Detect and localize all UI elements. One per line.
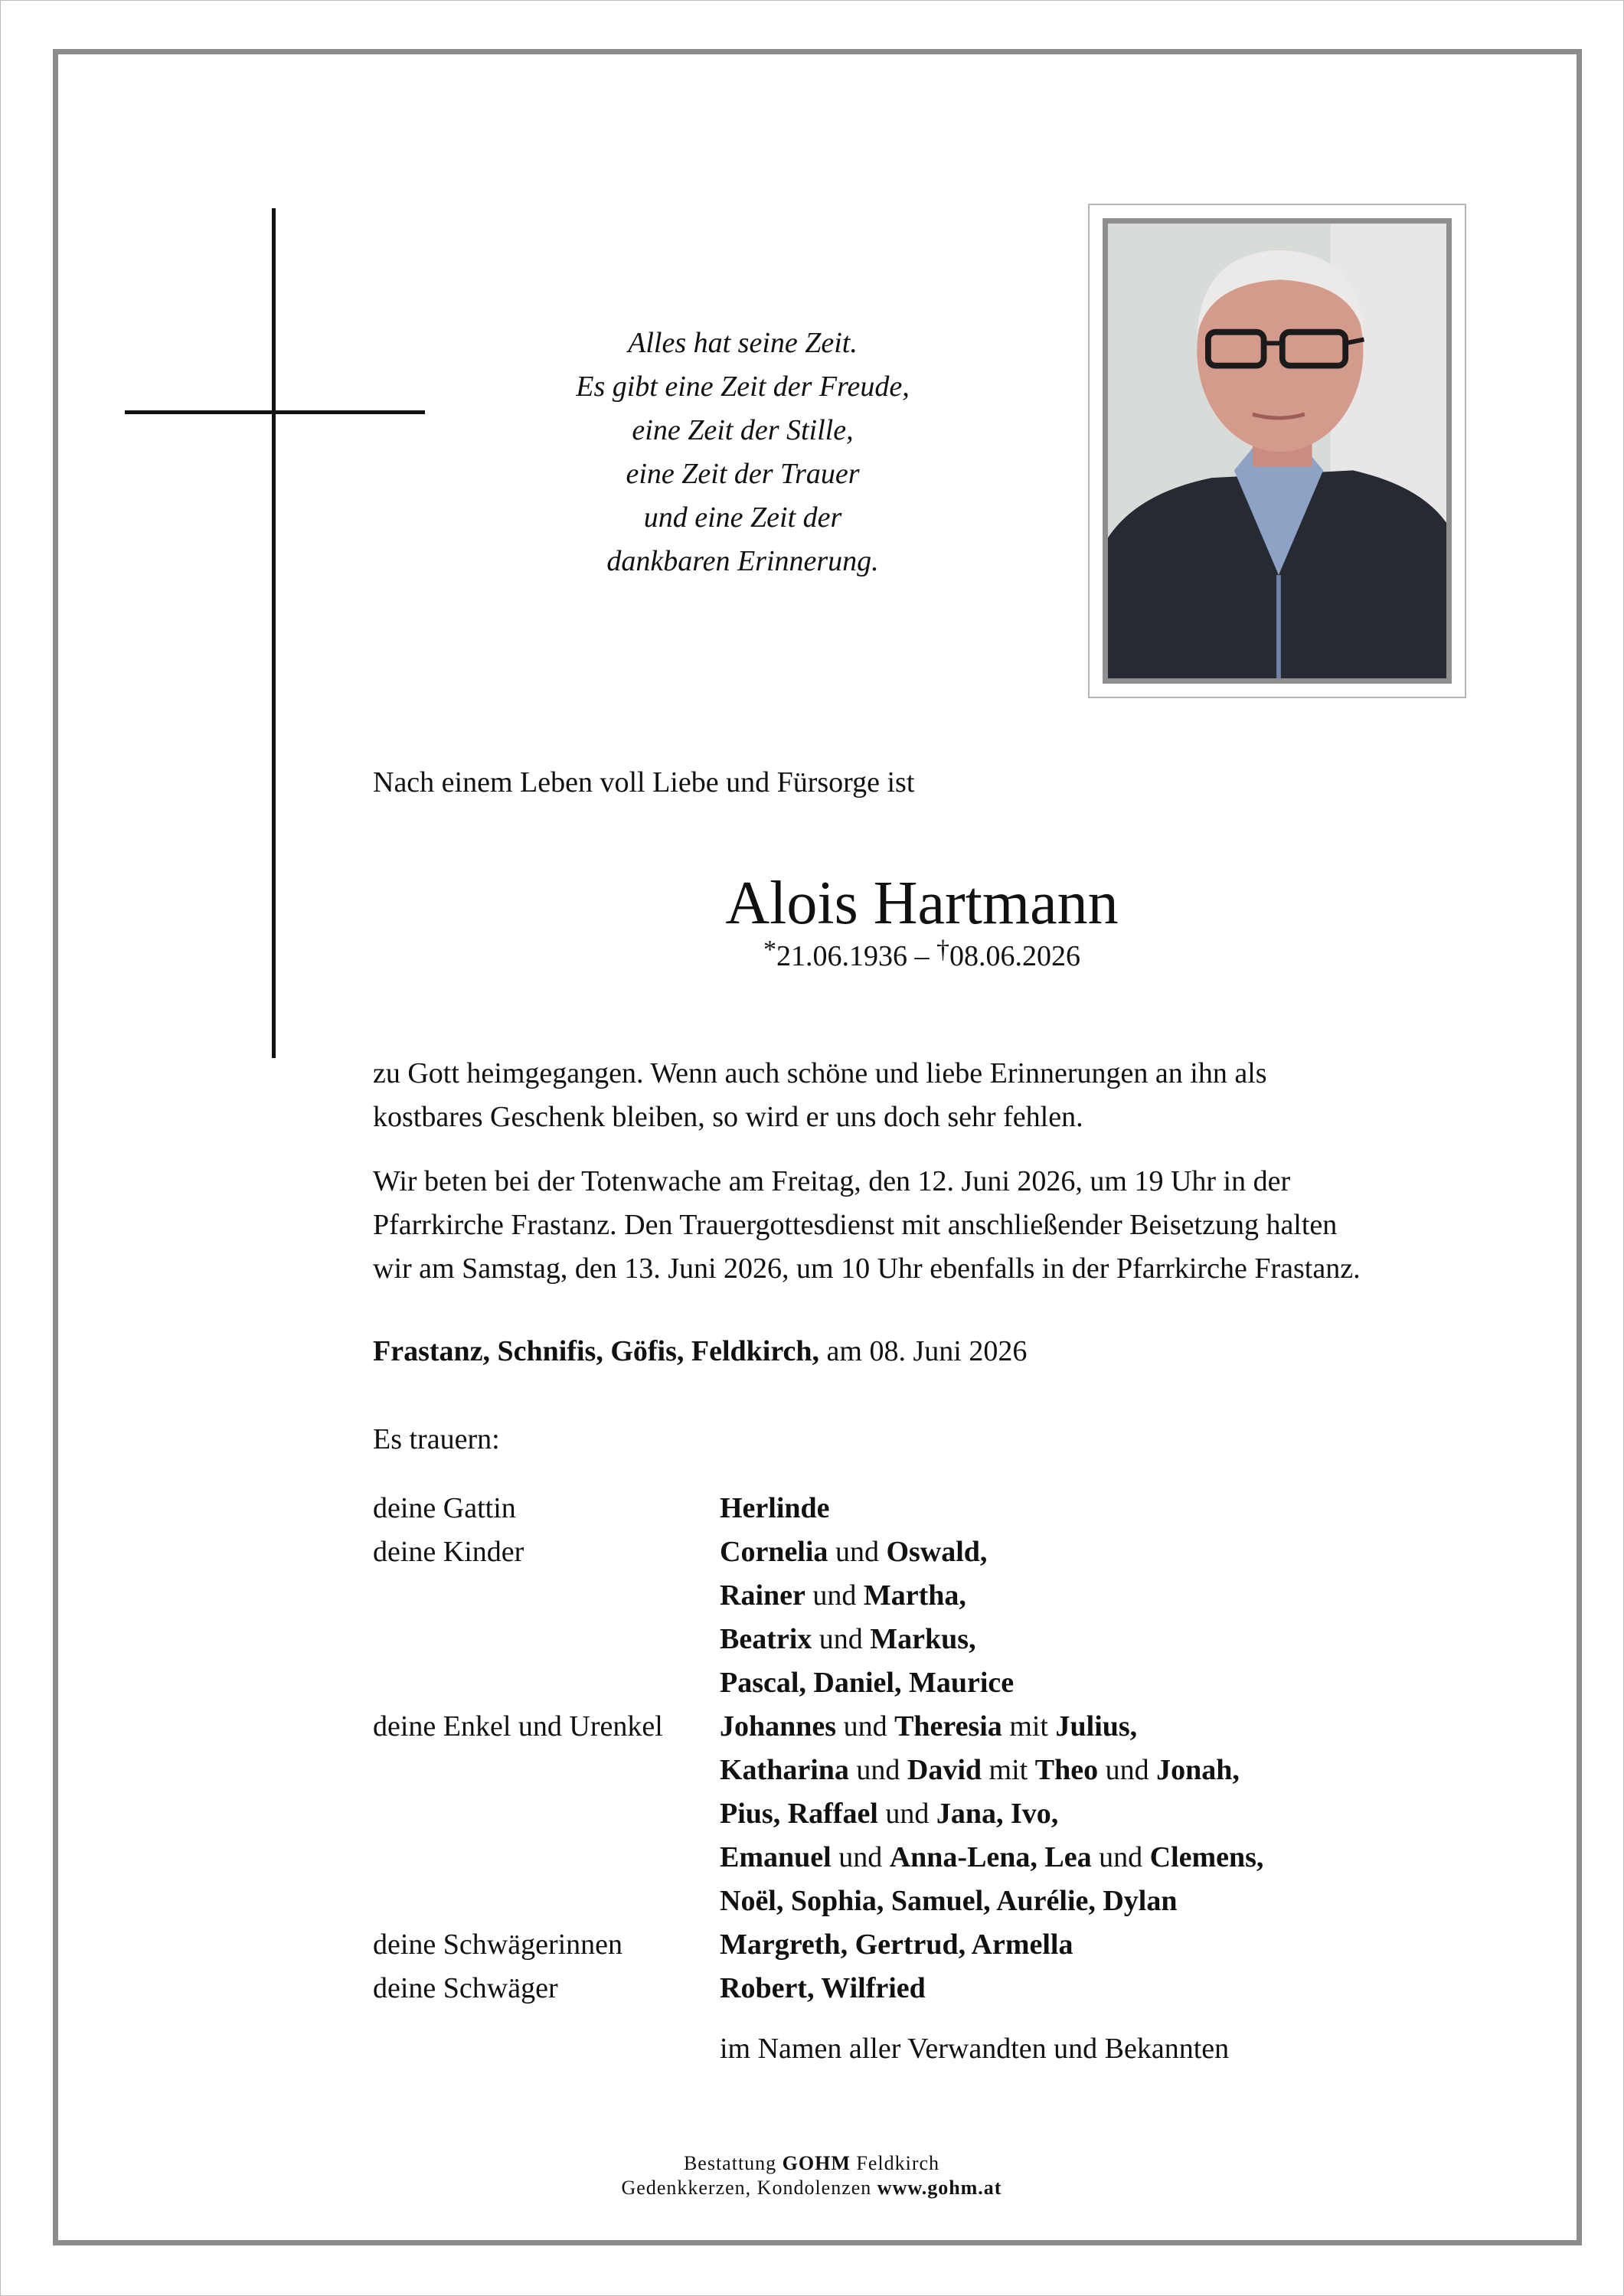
relative-names: Rainer und Martha, [720,1579,966,1612]
relation-label [373,1661,720,1705]
mourners-heading: Es trauern: [373,1423,500,1455]
death-date: 08.06.2026 [949,940,1080,972]
funeral-home-name: GOHM [782,2152,851,2174]
closing-line: im Namen aller Verwandten und Bekannten [720,2033,1230,2065]
quote-line: Es gibt eine Zeit der Freude, [576,371,910,403]
birth-star-icon: * [763,936,776,964]
relation-label: deine Schwäger [373,1972,558,2004]
relation-label: deine Gattin [373,1492,516,1524]
relative-names: Pascal, Daniel, Maurice [720,1667,1015,1699]
paragraph-line: kostbares Geschenk bleiben, so wird er uns doch sehr fehlen. [373,1101,1083,1133]
relative-names: Pius, Raffael und Jana, Ivo, [720,1798,1059,1830]
relative-names: Katharina und David mit Theo und Jonah, [720,1754,1240,1786]
deceased-name: Alois Hartmann [725,870,1119,937]
quote-line: Alles hat seine Zeit. [628,327,858,359]
relative-names: Cornelia und Oswald, [720,1536,988,1568]
paragraph-services [373,1160,1521,1291]
paragraph-line: wir am Samstag, den 13. Juni 2026, um 10 Uhr ebenfalls in der Pfarrkirche Frastanz. [373,1253,1361,1285]
footer-line-1: Bestattung GOHM Feldkirch [683,2152,940,2174]
paragraph-passing [373,1052,1521,1139]
quote-line: und eine Zeit der [643,501,842,534]
relation-label [373,1618,720,1661]
portrait-frame [1088,204,1466,698]
deceased-block [616,865,1228,974]
relatives-row [373,1487,1263,1530]
relatives-row [373,1618,1263,1661]
relatives-row [373,1749,1263,1792]
intro-text: Nach einem Leben voll Liebe und Fürsorge ist [373,766,915,799]
cross-icon-vertical-bar [272,208,276,1058]
notice-date: am 08. Juni 2026 [819,1335,1028,1367]
relative-names: Beatrix und Markus, [720,1623,976,1655]
paragraph-line: Wir beten bei der Totenwache am Freitag, den 12. Juni 2026, um 19 Uhr in der [373,1165,1291,1197]
place-date-line [373,1334,1027,1368]
relatives-row [373,1661,1263,1705]
life-dates [616,936,1228,974]
cross-icon-horizontal-bar [125,410,425,414]
birth-date: 21.06.1936 – [776,940,936,972]
relatives-row [373,1880,1263,1923]
paragraph-line: zu Gott heimgegangen. Wenn auch schöne und liebe Erinnerungen an ihn als [373,1057,1267,1089]
relation-label [373,1792,720,1836]
relation-label [373,1836,720,1880]
relatives-row [373,1967,1263,2010]
relatives-row [373,1792,1263,1836]
relation-label: deine Kinder [373,1536,524,1568]
relatives-row [373,1574,1263,1618]
funeral-home-footer [429,2151,1194,2200]
portrait-image [1108,224,1446,678]
relation-label: deine Schwägerinnen [373,1929,623,1961]
relatives-row [373,1530,1263,1574]
relative-names: Margreth, Gertrud, Armella [720,1929,1073,1961]
quote-line: dankbaren Erinnerung. [606,545,879,577]
website-link[interactable]: www.gohm.at [877,2177,1002,2199]
relative-names: Noël, Sophia, Samuel, Aurélie, Dylan [720,1885,1178,1917]
relative-names: Emanuel und Anna-Lena, Lea und Clemens, [720,1841,1264,1873]
paragraph-line: Pfarrkirche Frastanz. Den Trauergottesdienst mit anschließender Beisetzung halten [373,1209,1338,1241]
relatives-row [373,1923,1263,1967]
quote-line: eine Zeit der Stille, [632,414,854,446]
relative-names: Johannes und Theresia mit Julius, [720,1710,1138,1742]
quote-line: eine Zeit der Trauer [626,458,860,490]
relatives-row [373,1836,1263,1880]
death-cross-icon: † [936,936,949,964]
relation-label [373,1880,720,1923]
place-names: Frastanz, Schnifis, Göfis, Feldkirch, [373,1335,820,1367]
portrait-photo [1103,218,1452,684]
relation-label [373,1749,720,1792]
relative-names: Robert, Wilfried [720,1972,926,2004]
relation-label [373,1574,720,1618]
relatives-list [373,1487,1263,2010]
relatives-row [373,1705,1263,1749]
memorial-quote [475,322,1011,583]
footer-line-2: Gedenkkerzen, Kondolenzen www.gohm.at [621,2177,1002,2199]
relative-names: Herlinde [720,1492,830,1524]
relation-label: deine Enkel und Urenkel [373,1710,663,1742]
